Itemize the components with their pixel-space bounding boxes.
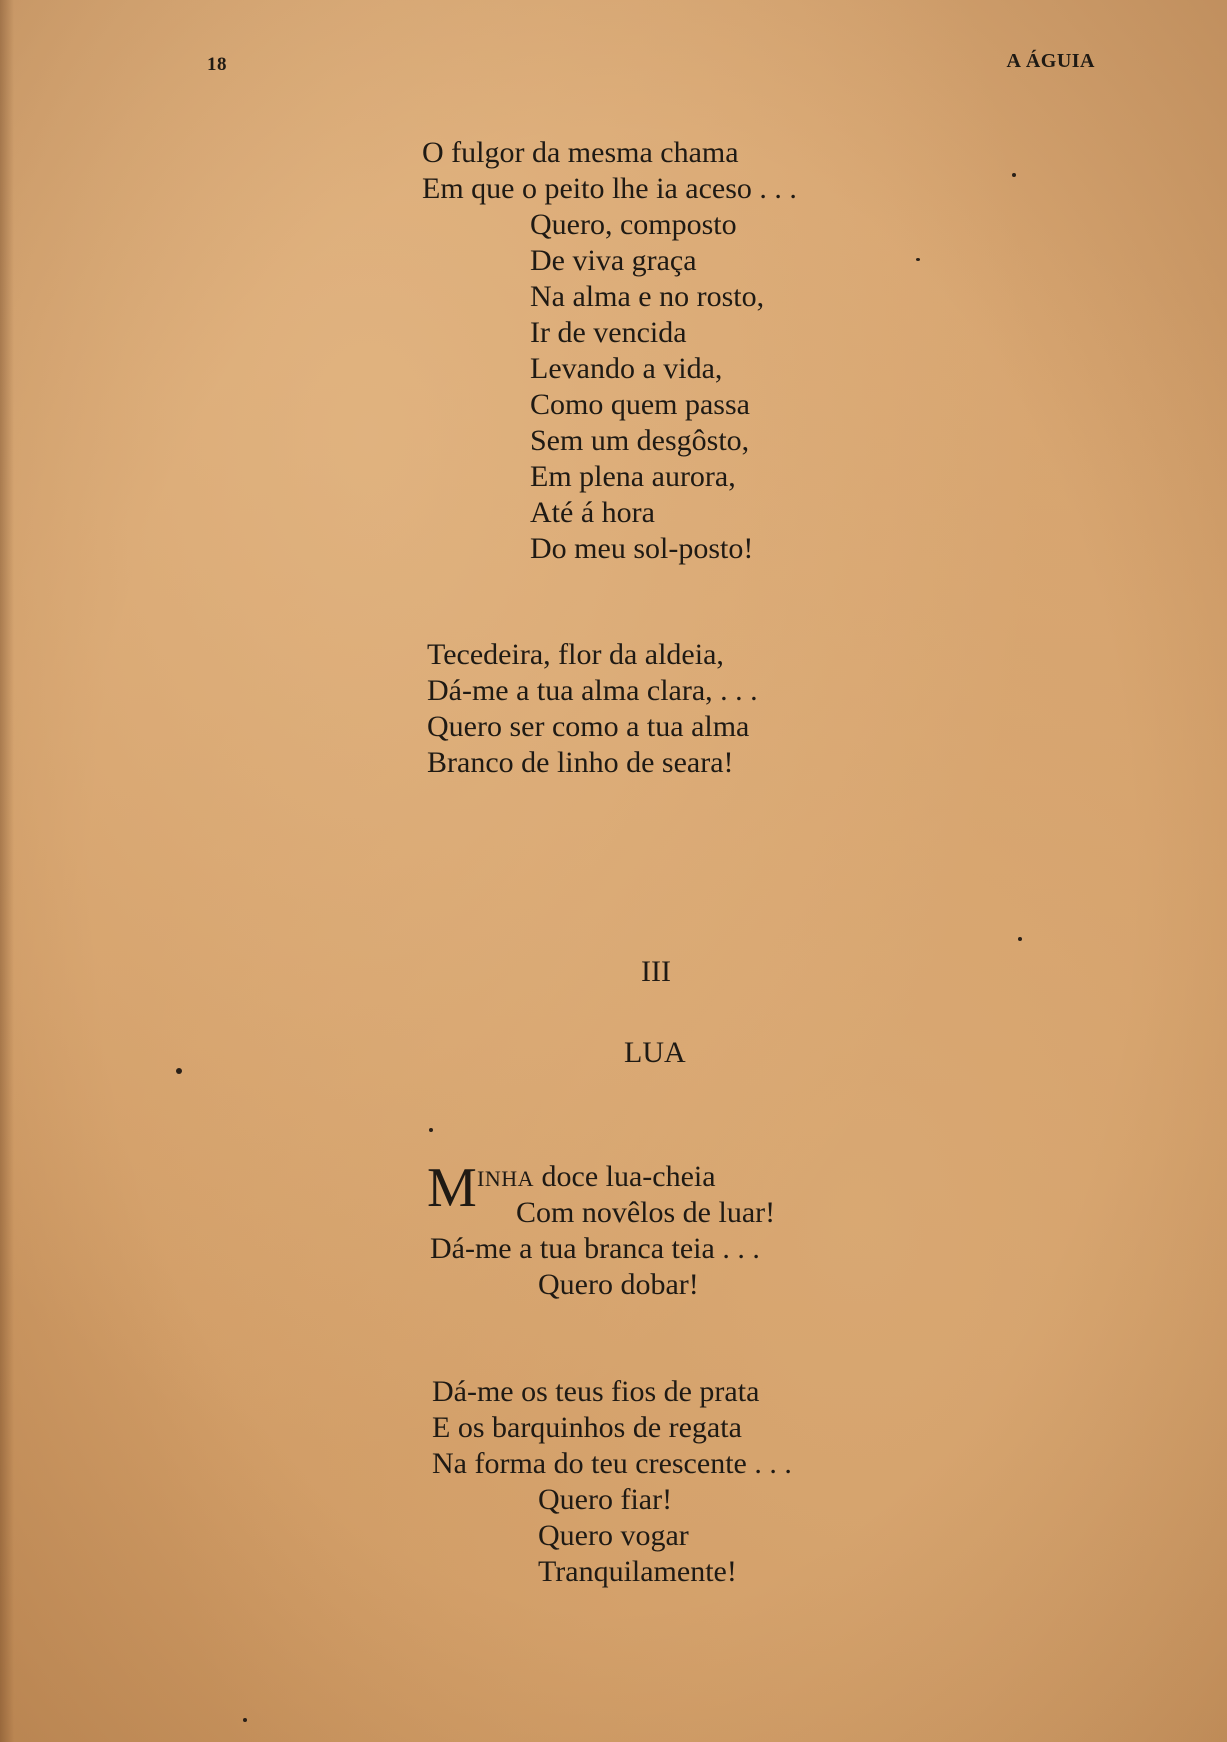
drop-cap: M [427, 1157, 477, 1219]
small-caps-lead: INHA doce lua-cheia [477, 1160, 716, 1193]
paper-speck [243, 1718, 247, 1722]
poem-line: Sem um desgôsto, [530, 424, 750, 457]
poem-line: Em que o peito lhe ia aceso . . . [422, 172, 797, 205]
poem-line: Na alma e no rosto, [530, 280, 765, 313]
poem-line: Na forma do teu crescente . . . [432, 1447, 792, 1480]
poem-line [477, 1159, 716, 1197]
paper-speck [1018, 937, 1022, 941]
poem-line: Até á hora [530, 496, 655, 529]
poem-line: O fulgor da mesma chama [422, 136, 739, 169]
poem-line: De viva graça [530, 244, 697, 277]
poem-line: Tecedeira, flor da aldeia, [427, 638, 724, 671]
poem-line: Quero fiar! [538, 1483, 673, 1516]
paper-speck [916, 258, 920, 261]
paper-speck [1012, 173, 1016, 177]
poem-line: Como quem passa [530, 388, 750, 421]
page-number: 18 [207, 54, 227, 75]
poem-line: Dá-me a tua branca teia . . . [430, 1232, 760, 1265]
section-number: III [641, 955, 671, 988]
poem-line: Dá-me os teus fios de prata [432, 1375, 760, 1408]
poem-line: Ir de vencida [530, 316, 687, 349]
section-title: LUA [624, 1036, 686, 1069]
page-edge-shadow [0, 0, 14, 1742]
poem-line: Quero ser como a tua alma [427, 710, 750, 743]
poem-line: Branco de linho de seara! [427, 746, 734, 779]
poem-line: Em plena aurora, [530, 460, 736, 493]
poem-line: Quero vogar [538, 1519, 689, 1552]
poem-line: Quero dobar! [538, 1268, 699, 1301]
paper-speck [429, 1128, 433, 1132]
paper-speck [176, 1068, 182, 1074]
poem-line: Do meu sol-posto! [530, 532, 754, 565]
poem-line: Dá-me a tua alma clara, . . . [427, 674, 758, 707]
poem-line: Tranquilamente! [538, 1555, 737, 1588]
poem-line: Com novêlos de luar! [516, 1196, 776, 1229]
poem-line: Levando a vida, [530, 352, 723, 385]
poem-line: Quero, composto [530, 208, 737, 241]
journal-title: A ÁGUIA [1006, 50, 1095, 72]
poem-line: E os barquinhos de regata [432, 1411, 742, 1444]
